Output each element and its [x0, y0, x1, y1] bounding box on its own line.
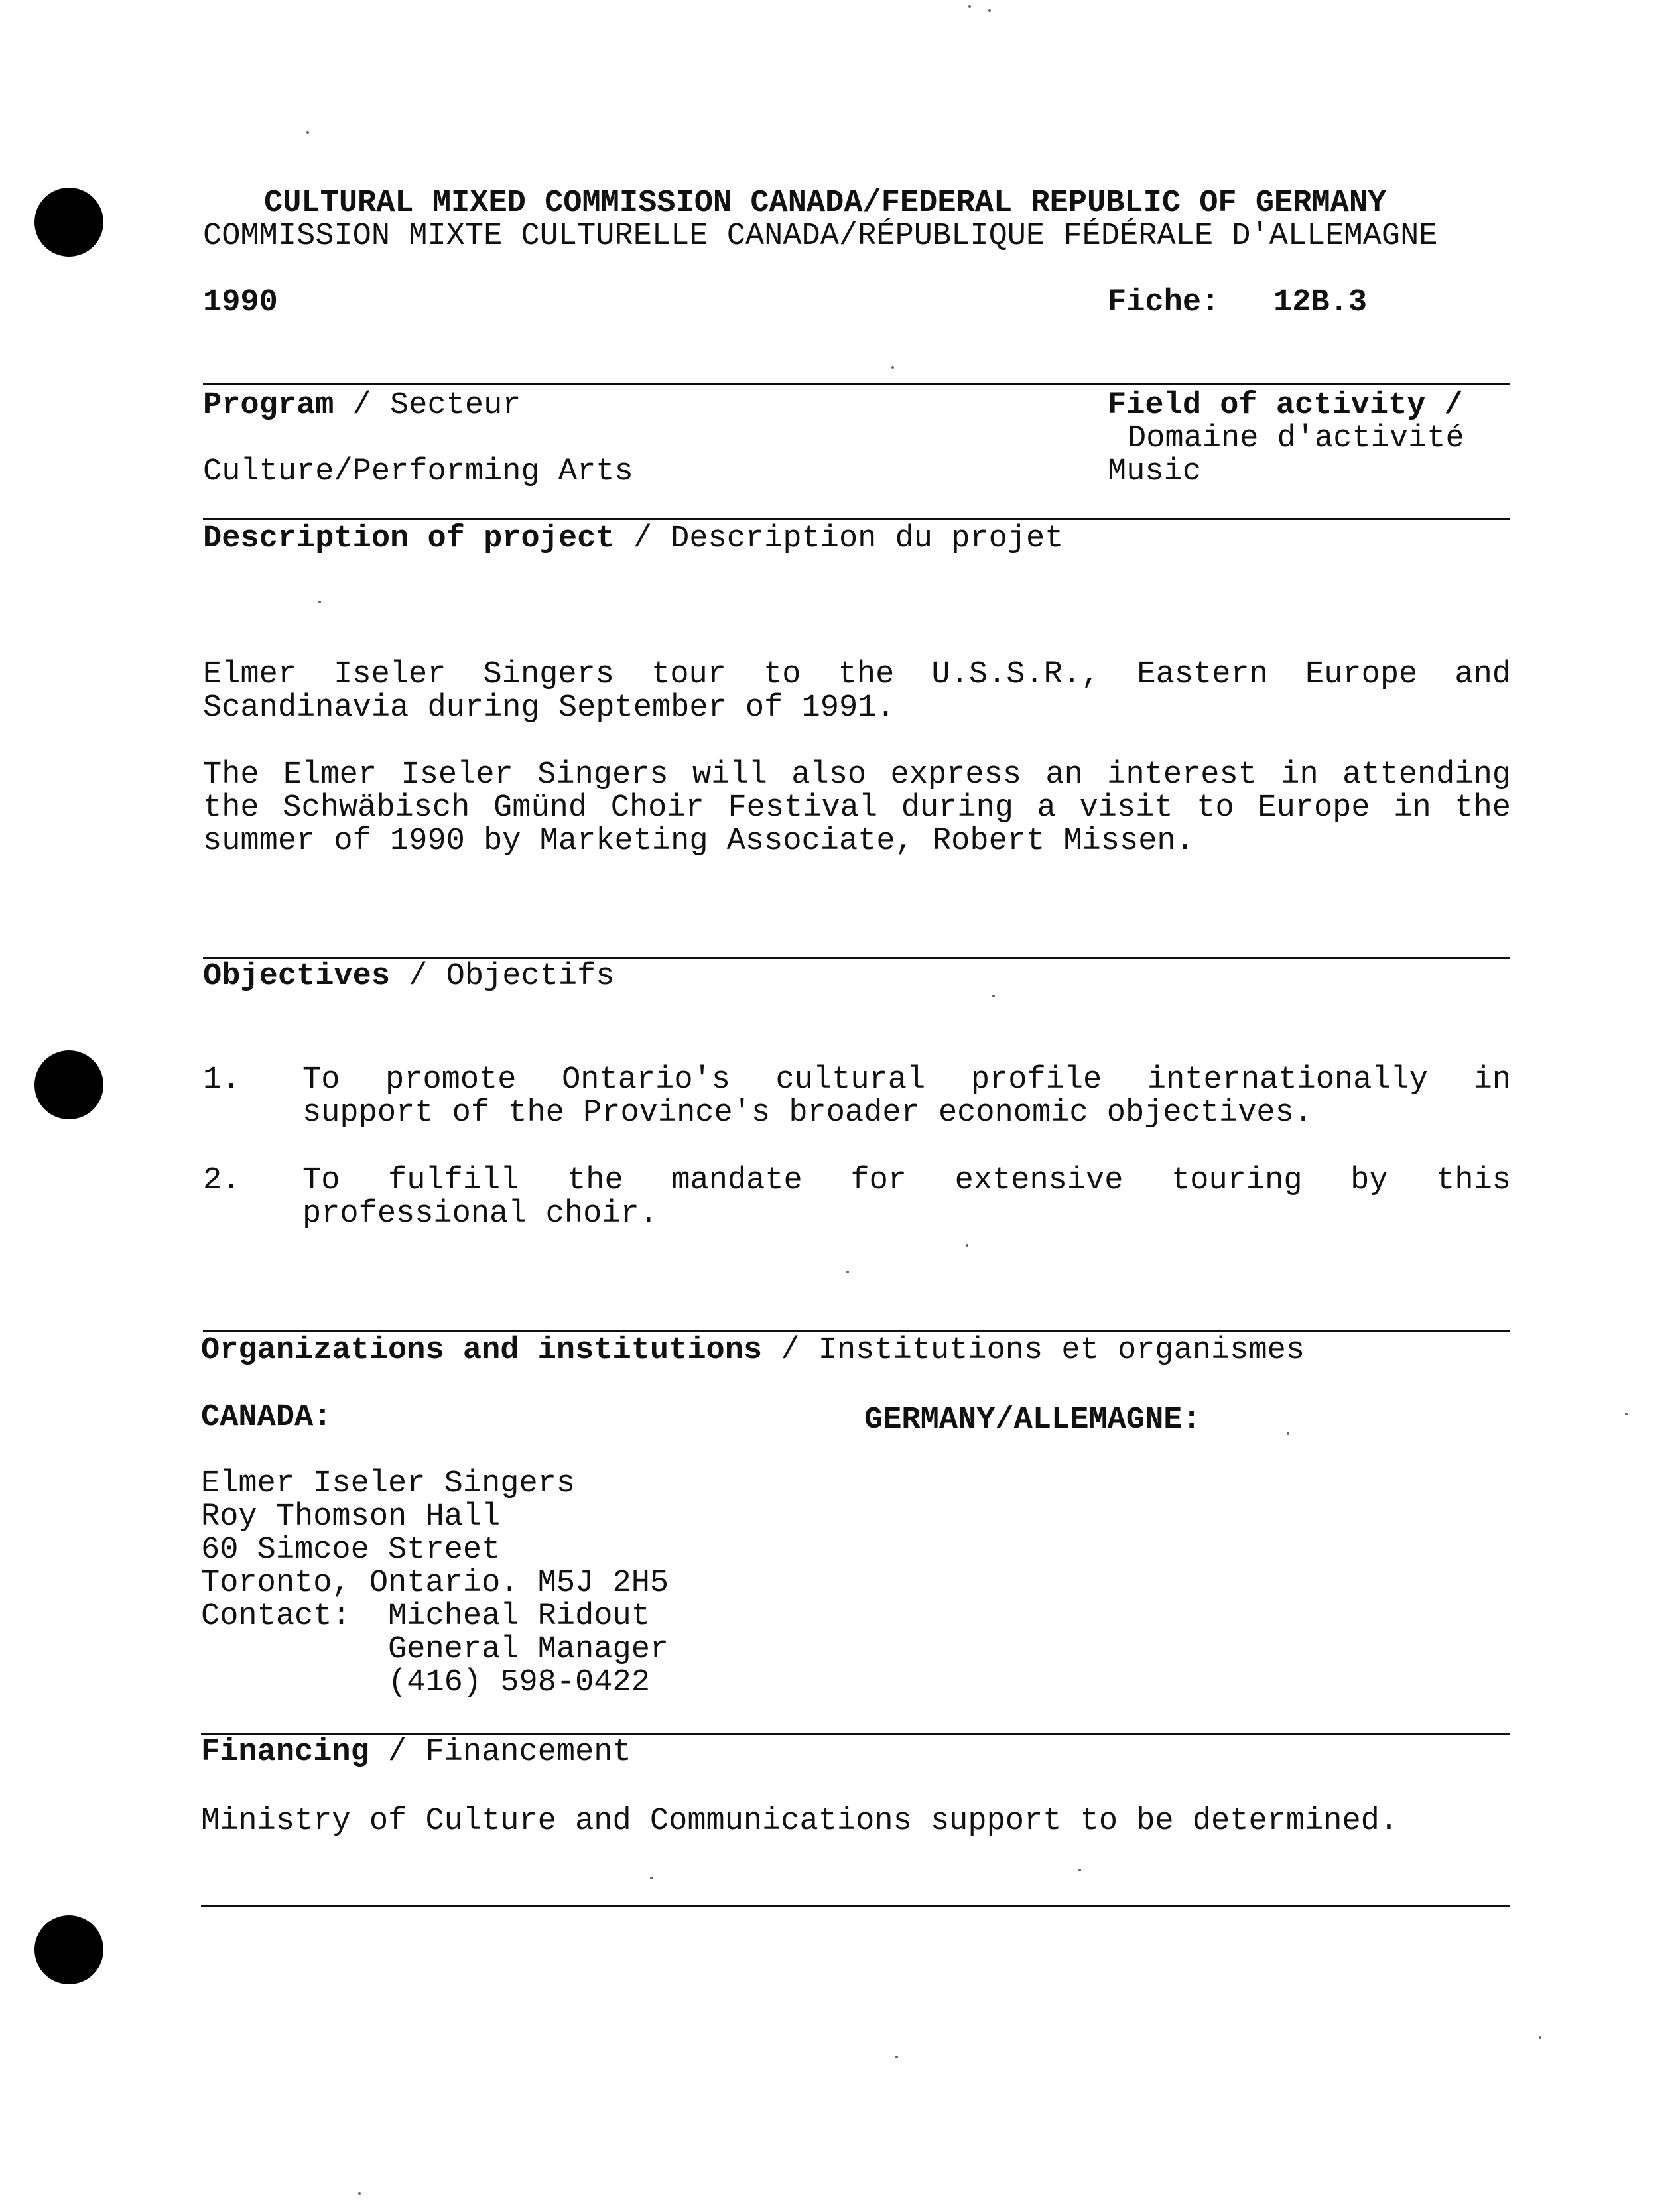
fiche-label: Fiche:	[1108, 285, 1220, 320]
fiche-value: 12B.3	[1273, 285, 1368, 320]
scan-speck	[1625, 1413, 1628, 1415]
year: 1990	[203, 285, 278, 320]
germany-label: GERMANY/ALLEMAGNE:	[864, 1403, 1201, 1438]
punch-hole-bottom	[34, 1915, 103, 1984]
field-label: Field of activity /	[1108, 388, 1463, 423]
canada-address-line-3: 60 Simcoe Street	[201, 1533, 501, 1568]
description-para2-line1: The Elmer Iseler Singers will also express an interest in attending	[203, 757, 1511, 792]
canada-contact-line: Contact: Micheal Ridout	[201, 1599, 650, 1634]
program-label: Program / Secteur	[203, 388, 521, 423]
scan-speck	[650, 1877, 653, 1879]
objective-2-line1: To fulfill the mandate for extensive touring by this	[302, 1163, 1511, 1198]
scan-speck	[1287, 1432, 1289, 1435]
scan-speck	[895, 2056, 898, 2058]
canada-label: CANADA:	[201, 1400, 332, 1435]
scan-speck	[318, 601, 321, 603]
description-para2-line3: summer of 1990 by Marketing Associate, Robert Missen.	[203, 824, 1195, 859]
rule-4	[203, 1330, 1510, 1332]
canada-address-line-2: Roy Thomson Hall	[201, 1499, 501, 1535]
scan-speck	[358, 2192, 361, 2195]
canada-address-line-1: Elmer Iseler Singers	[201, 1466, 576, 1501]
field-label-french: Domaine d'activité	[1128, 421, 1464, 456]
objective-1-line2: support of the Province's broader economic objectives.	[302, 1096, 1313, 1131]
scan-speck	[891, 366, 894, 369]
header-line-english: CULTURAL MIXED COMMISSION CANADA/FEDERAL REPUBLIC OF GERMANY	[264, 186, 1387, 221]
objective-2-number: 2.	[203, 1163, 241, 1198]
financing-text: Ministry of Culture and Communications support to be determined.	[201, 1804, 1399, 1839]
scan-speck	[992, 995, 995, 997]
header-line-french: COMMISSION MIXTE CULTURELLE CANADA/RÉPUBLIQUE FÉDÉRALE D'ALLEMAGNE	[203, 219, 1438, 254]
punch-hole-middle	[34, 1050, 103, 1119]
rule-1	[203, 383, 1510, 385]
financing-label: Financing / Financement	[201, 1735, 631, 1770]
canada-contact-title: General Manager	[201, 1632, 669, 1667]
canada-contact-phone: (416) 598-0422	[201, 1665, 650, 1700]
scan-speck	[1539, 2036, 1541, 2039]
program-value: Culture/Performing Arts	[203, 454, 633, 489]
objective-2-line2: professional choir.	[302, 1196, 658, 1231]
scan-speck	[1078, 1869, 1081, 1871]
description-para1-line2: Scandinavia during September of 1991.	[203, 690, 895, 725]
description-label: Description of project / Description du projet	[203, 521, 1064, 556]
organizations-label: Organizations and institutions / Institutions et organismes	[201, 1333, 1305, 1368]
objective-1-line1: To promote Ontario's cultural profile internationally in	[302, 1062, 1511, 1098]
scan-speck	[966, 1244, 968, 1247]
scan-speck	[306, 131, 309, 134]
rule-6	[201, 1905, 1510, 1907]
canada-address-line-4: Toronto, Ontario. M5J 2H5	[201, 1566, 669, 1601]
scan-speck	[988, 9, 991, 12]
scan-speck	[968, 5, 971, 8]
description-para2-line2: the Schwäbisch Gmünd Choir Festival during a visit to Europe in the	[203, 790, 1511, 826]
rule-2	[203, 518, 1510, 520]
punch-hole-top	[34, 188, 103, 257]
scan-speck	[846, 1271, 849, 1273]
objective-1-number: 1.	[203, 1062, 241, 1098]
description-para1-line1: Elmer Iseler Singers tour to the U.S.S.R., Eastern Europe and	[203, 657, 1511, 692]
field-value: Music	[1108, 454, 1202, 489]
objectives-label: Objectives / Objectifs	[203, 959, 615, 994]
